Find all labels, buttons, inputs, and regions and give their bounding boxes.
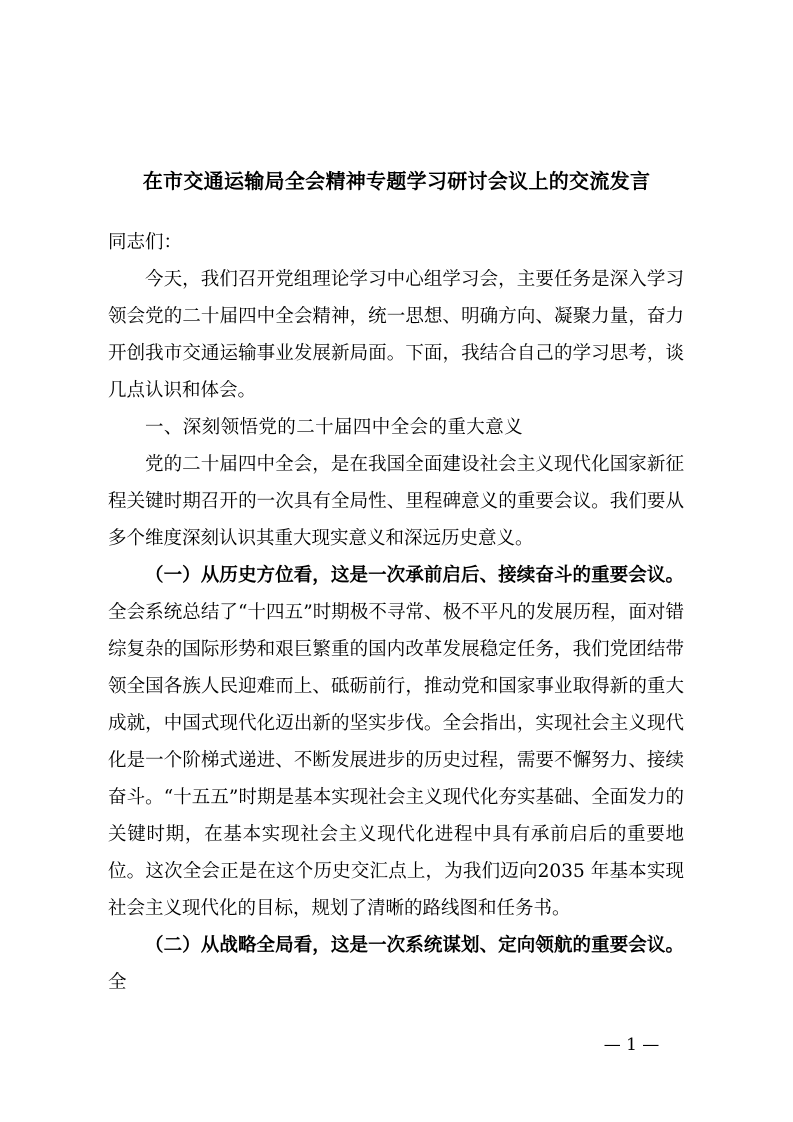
page-number: — 1 —	[603, 1035, 660, 1055]
section-1-paragraph: 党的二十届四中全会，是在我国全面建设社会主义现代化国家新征程关键时期召开的一次具有全局性、里程碑意义的重要会议。我们要从多个维度深刻认识其重大现实意义和深远历史意义。	[108, 454, 684, 549]
point-2-lead: （二）从战略全局看，这是一次系统谋划、定向领航的重要会议。	[145, 935, 684, 956]
point-2-paragraph	[108, 927, 684, 1001]
section-heading-1: 一、深刻领悟党的二十届四中全会的重大意义	[145, 417, 524, 438]
intro-paragraph: 今天，我们召开党组理论学习中心组学习会，主要任务是深入学习领会党的二十届四中全会精神，统一思想、明确方向、凝聚力量，奋力开创我市交通运输事业发展新局面。下面，我结合自己的学习思考，谈几点认识和体会。	[108, 269, 684, 401]
document-title: 在市交通运输局全会精神专题学习研讨会议上的交流发言	[142, 169, 651, 193]
point-1-lead: （一）从历史方位看，这是一次承前启后、接续奋斗的重要会议。	[145, 565, 684, 586]
salutation: 同志们：	[108, 232, 183, 253]
point-1-paragraph	[108, 557, 684, 927]
point-2-body: 全	[108, 972, 127, 993]
point-1-body: 全会系统总结了“十四五”时期极不寻常、极不平凡的发展历程，面对错综复杂的国际形势和艰巨繁重的国内改革发展稳定任务，我们党团结带领全国各族人民迎难而上、砥砺前行，推动党和国家事业取得新的重大成就，中国式现代化迈出新的坚实步伐。全会指出，实现社会主义现代化是一个阶梯式递进、不断发展进步的历史过程，需要不懈努力、接续奋斗。“十五五”时期是基本实现社会主义现代化夯实基础、全面发力的关键时期，在基本实现社会主义现代化进程中具有承前启后的重要地位。这次全会正是在这个历史交汇点上，为我们迈向2035 年基本实现社会主义现代化的目标，规划了清晰的路线图和任务书。	[108, 602, 684, 919]
document-body	[108, 224, 684, 1001]
